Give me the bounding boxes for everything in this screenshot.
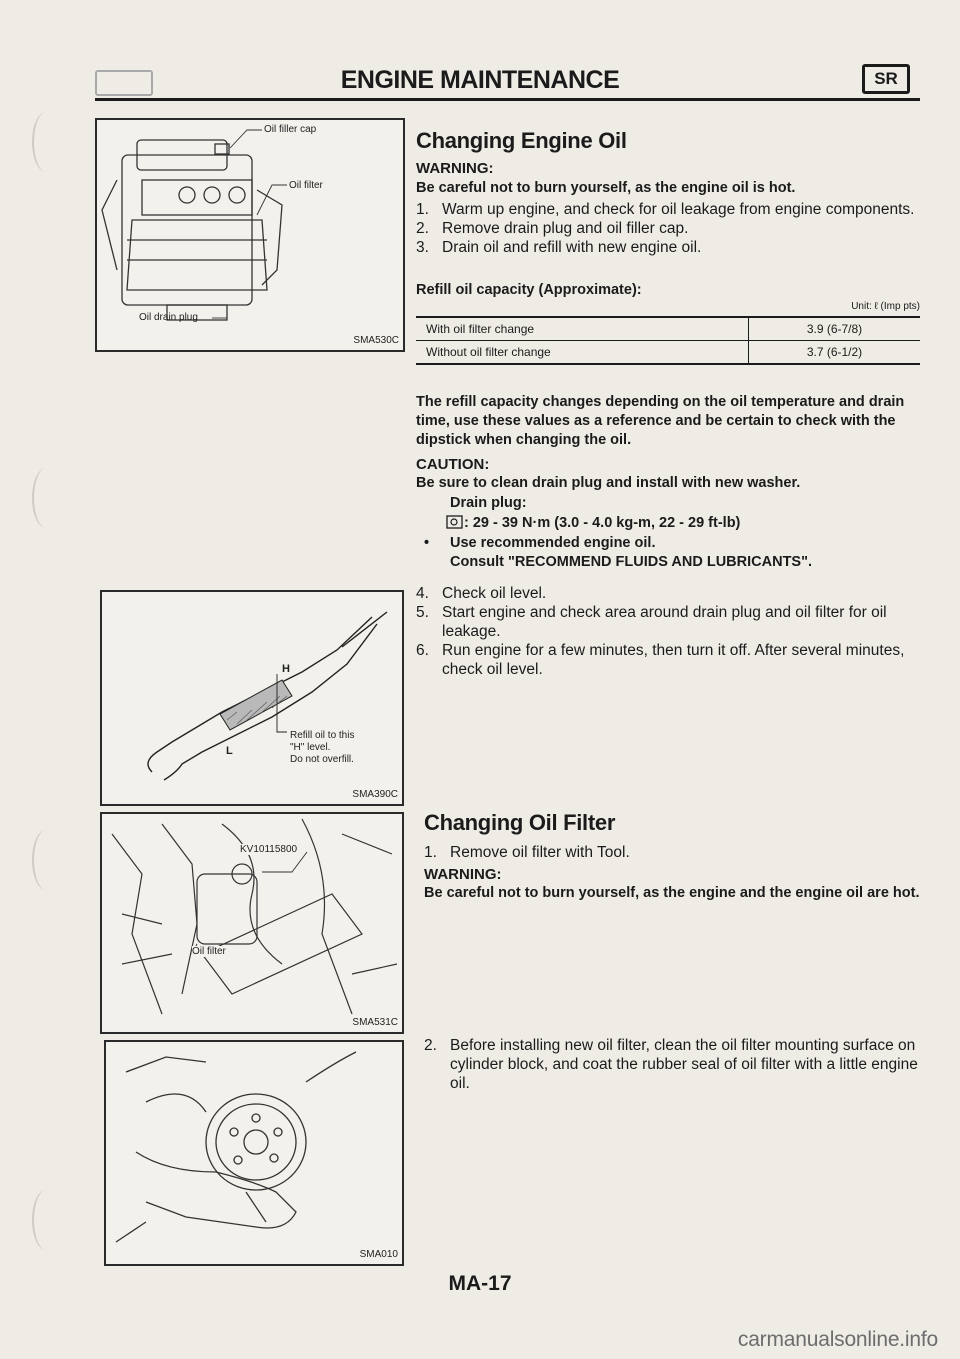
warning-label: WARNING:: [416, 160, 494, 177]
caution-label: CAUTION:: [416, 456, 490, 473]
step-text: Run engine for a few minutes, then turn it off. After several minutes, check oil level.: [442, 642, 905, 678]
list-item: [424, 1036, 921, 1093]
figure-remove-oil-filter: [100, 812, 404, 1034]
table-cell-value: 3.7 (6-1/2): [806, 345, 863, 359]
warning-label: WARNING:: [424, 866, 502, 883]
binder-hole: [32, 112, 60, 172]
bullet-text: Use recommended engine oil.: [450, 535, 656, 551]
list-item: [416, 584, 921, 603]
list-item: [416, 641, 921, 679]
table-cell-label: Without oil filter change: [416, 341, 749, 364]
callout-oil-filler-cap: Oil filler cap: [264, 124, 317, 135]
table-cell-value: 3.9 (6-7/8): [806, 322, 863, 336]
bullet-dot: •: [424, 535, 430, 551]
step-text: Remove drain plug and oil filler cap.: [442, 220, 689, 237]
figure-engine-oil-points: [95, 118, 405, 352]
step-text: Drain oil and refill with new engine oil.: [442, 239, 702, 256]
dipstick-illustration: [102, 592, 402, 804]
oil-filter-seal-illustration: [106, 1042, 402, 1264]
table-cell-label: With oil filter change: [416, 318, 749, 341]
figure-code: SMA531C: [352, 1017, 398, 1028]
dipstick-mark-h: H: [282, 663, 290, 675]
step-number: 1.: [416, 201, 429, 218]
page-number: MA-17: [448, 1272, 512, 1295]
list-item: [424, 843, 630, 862]
callout-oil-filter: Oil filter: [289, 180, 323, 191]
figure-dipstick: [100, 590, 404, 806]
step-text: Before installing new oil filter, clean the oil filter mounting surface on cylinder block, and coat the rubber seal of oil filter with a little engine oil.: [450, 1037, 918, 1092]
torque-value: : 29 - 39 N·m (3.0 - 4.0 kg-m, 22 - 29 ft-lb): [464, 515, 741, 531]
consult-text: Consult "RECOMMEND FLUIDS AND LUBRICANTS".: [450, 554, 812, 570]
binder-hole: [32, 468, 60, 528]
figure-code: SMA530C: [353, 335, 399, 346]
binder-hole: [32, 830, 60, 890]
torque-wrench-icon: [446, 515, 464, 529]
step-number: 1.: [424, 844, 437, 861]
caution-text: Be sure to clean drain plug and install with new washer.: [416, 475, 801, 491]
step-text: Warm up engine, and check for oil leakage from engine components.: [442, 201, 915, 218]
list-item: [416, 238, 916, 257]
figure-code: SMA390C: [352, 789, 398, 800]
callout-refill-instruction: [290, 730, 354, 766]
table-row: [416, 318, 920, 341]
callout-line: Refill oil to this: [290, 730, 355, 741]
page-title: ENGINE MAINTENANCE: [340, 66, 620, 94]
callout-tool-number: KV10115800: [240, 844, 298, 855]
callout-oil-drain-plug: Oil drain plug: [139, 312, 198, 323]
list-item: [416, 219, 916, 238]
step-number: 2.: [424, 1037, 437, 1054]
step-text: Start engine and check area around drain plug and oil filter for oil leakage.: [442, 604, 887, 640]
step-number: 4.: [416, 585, 429, 602]
list-item: [416, 200, 916, 219]
capacity-note: The refill capacity changes depending on the oil temperature and drain time, use these values as a reference and be certain to check with the dipstick when changing the oil.: [416, 394, 905, 448]
steps-list: [416, 200, 916, 257]
callout-line: Do not overfill.: [290, 754, 354, 765]
torque-spec: [446, 514, 740, 533]
callout-oil-filter: Oil filter: [192, 946, 226, 957]
list-item: [416, 603, 921, 641]
section-heading-changing-oil-filter: Changing Oil Filter: [424, 810, 616, 835]
warning-text: Be careful not to burn yourself, as the engine oil is hot.: [416, 180, 796, 196]
step-text: Check oil level.: [442, 585, 547, 602]
dipstick-mark-l: L: [226, 745, 233, 757]
figure-coat-rubber-seal: [104, 1040, 404, 1266]
unit-label: Unit: ℓ (Imp pts): [851, 301, 920, 312]
step-number: 3.: [416, 239, 429, 256]
callout-line: "H" level.: [290, 742, 331, 753]
refill-capacity-label: Refill oil capacity (Approximate):: [416, 282, 642, 298]
step-number: 2.: [416, 220, 429, 237]
watermark: carmanualsonline.info: [737, 1328, 938, 1351]
table-row: [416, 341, 920, 364]
warning-text: Be careful not to burn yourself, as the engine and the engine oil are hot.: [424, 885, 920, 901]
model-badge: SR: [862, 64, 910, 94]
header-rule: [95, 98, 920, 101]
steps-list-2: [416, 584, 921, 679]
step-text: Remove oil filter with Tool.: [450, 844, 630, 861]
capacity-table: [416, 316, 920, 365]
binder-hole: [32, 1190, 60, 1250]
figure-code: SMA010: [359, 1249, 398, 1260]
step-number: 5.: [416, 604, 429, 621]
drain-plug-label: Drain plug:: [450, 495, 527, 511]
section-heading-changing-engine-oil: Changing Engine Oil: [416, 128, 627, 153]
step-number: 6.: [416, 642, 429, 659]
